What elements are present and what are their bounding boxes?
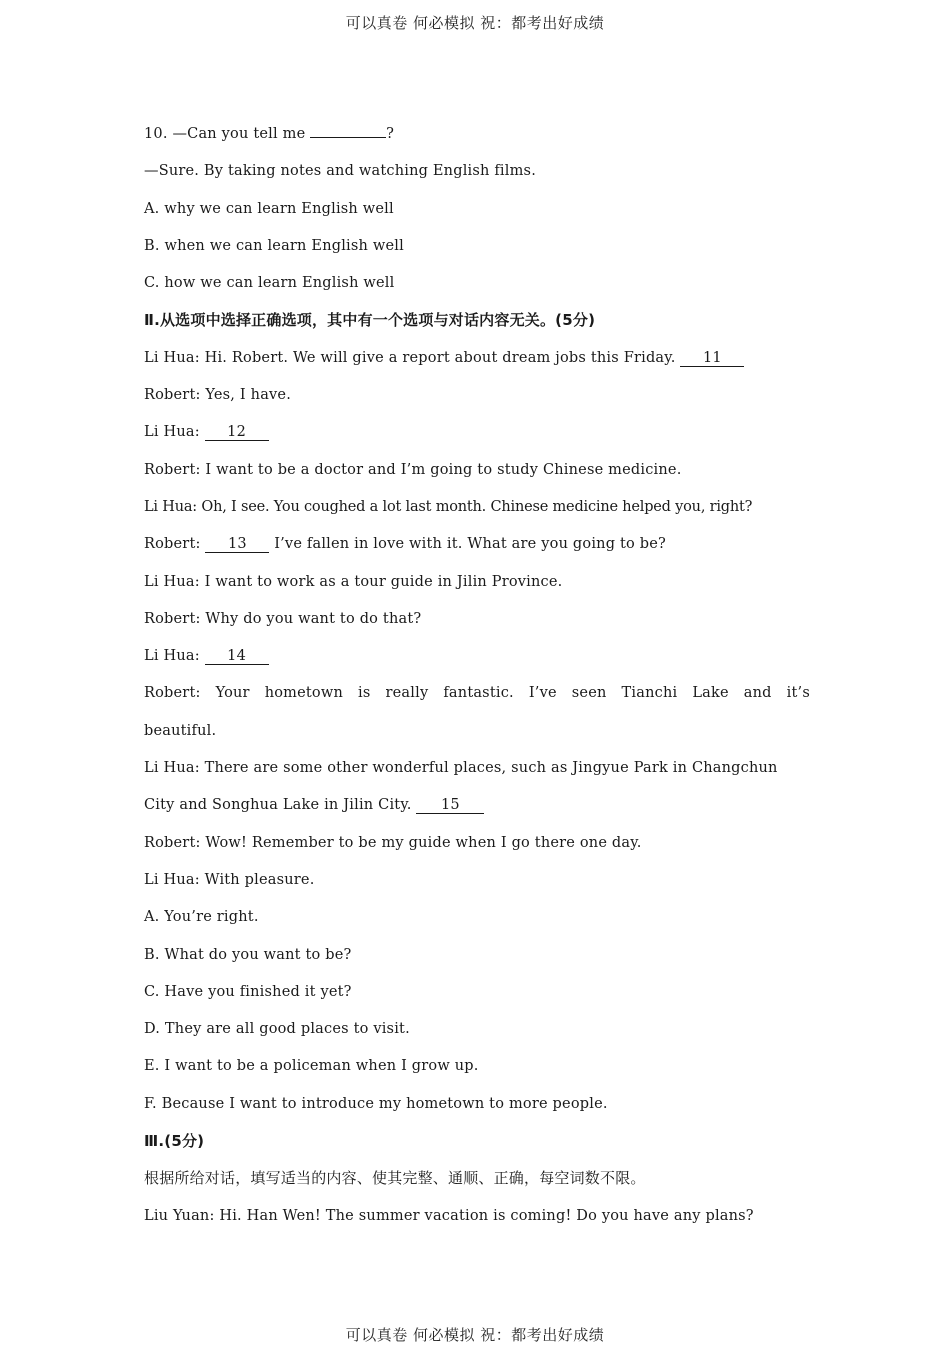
option-d: D. They are all good places to visit. <box>144 1021 410 1038</box>
question-10-reply: —Sure. By taking notes and watching English films. <box>144 163 537 180</box>
dialogue-line: Robert: Yes, I have. <box>144 387 292 404</box>
option-b: B. What do you want to be? <box>144 946 352 963</box>
document-body <box>144 123 810 1242</box>
answer-blank-13[interactable]: 13 <box>205 536 269 553</box>
answer-blank-14[interactable]: 14 <box>205 648 269 665</box>
dialogue-line: Li Hua: Hi. Robert. We will give a report about dream jobs this Friday. 11 <box>144 347 810 384</box>
dialogue-line: Li Hua: Oh, I see. You coughed a lot last month. Chinese medicine helped you, right? <box>144 498 753 515</box>
dialogue-line: Robert: I want to be a doctor and I’m going to study Chinese medicine. <box>144 461 682 478</box>
option-f: F. Because I want to introduce my hometown to more people. <box>144 1095 608 1112</box>
question-10-prompt: 10. —Can you tell me ? <box>144 126 395 142</box>
page-footer: 可以真卷 何必模拟 祝：都考出好成绩 <box>345 1326 605 1344</box>
answer-blank-15[interactable]: 15 <box>416 797 484 814</box>
option-a: A. why we can learn English well <box>144 200 394 217</box>
page-header: 可以真卷 何必模拟 祝：都考出好成绩 <box>345 14 605 32</box>
dialogue-line: Li Hua: 14 <box>144 645 810 682</box>
dialogue-line: Li Hua: With pleasure. <box>144 871 315 888</box>
option-c: C. Have you finished it yet? <box>144 983 352 1000</box>
answer-blank-11[interactable]: 11 <box>680 350 744 367</box>
dialogue-line: Li Hua: 12 <box>144 421 810 458</box>
option-e: E. I want to be a policeman when I grow up. <box>144 1058 479 1075</box>
dialogue-line: Robert: Your hometown is really fantastic. I’ve seen Tianchi Lake and it’s beautiful. <box>144 685 810 739</box>
dialogue-line: Robert: Wow! Remember to be my guide when I go there one day. <box>144 834 642 851</box>
answer-blank-10[interactable] <box>310 137 386 138</box>
section-3-instruction: 根据所给对话，填写适当的内容、使其完整、通顺、正确，每空词数不限。 <box>144 1169 646 1188</box>
option-b: B. when we can learn English well <box>144 237 404 254</box>
dialogue-line: Robert: 13 I’ve fallen in love with it. What are you going to be? <box>144 536 667 553</box>
option-c: C. how we can learn English well <box>144 275 395 292</box>
dialogue-line: Robert: Why do you want to do that? <box>144 610 422 627</box>
dialogue-line: Li Hua: I want to work as a tour guide in Jilin Province. <box>144 573 563 590</box>
section-2-heading: Ⅱ.从选项中选择正确选项，其中有一个选项与对话内容无关。(5分) <box>144 311 596 330</box>
dialogue-line: Li Hua: There are some other wonderful places, such as Jingyue Park in Changchun City and Songhua Lake in Jilin City. 15 <box>144 760 778 814</box>
section-3-heading: Ⅲ.(5分) <box>144 1132 205 1151</box>
option-a: A. You’re right. <box>144 909 259 926</box>
answer-blank-12[interactable]: 12 <box>205 424 269 441</box>
dialogue-line: Liu Yuan: Hi. Han Wen! The summer vacation is coming! Do you have any plans? <box>144 1207 754 1224</box>
